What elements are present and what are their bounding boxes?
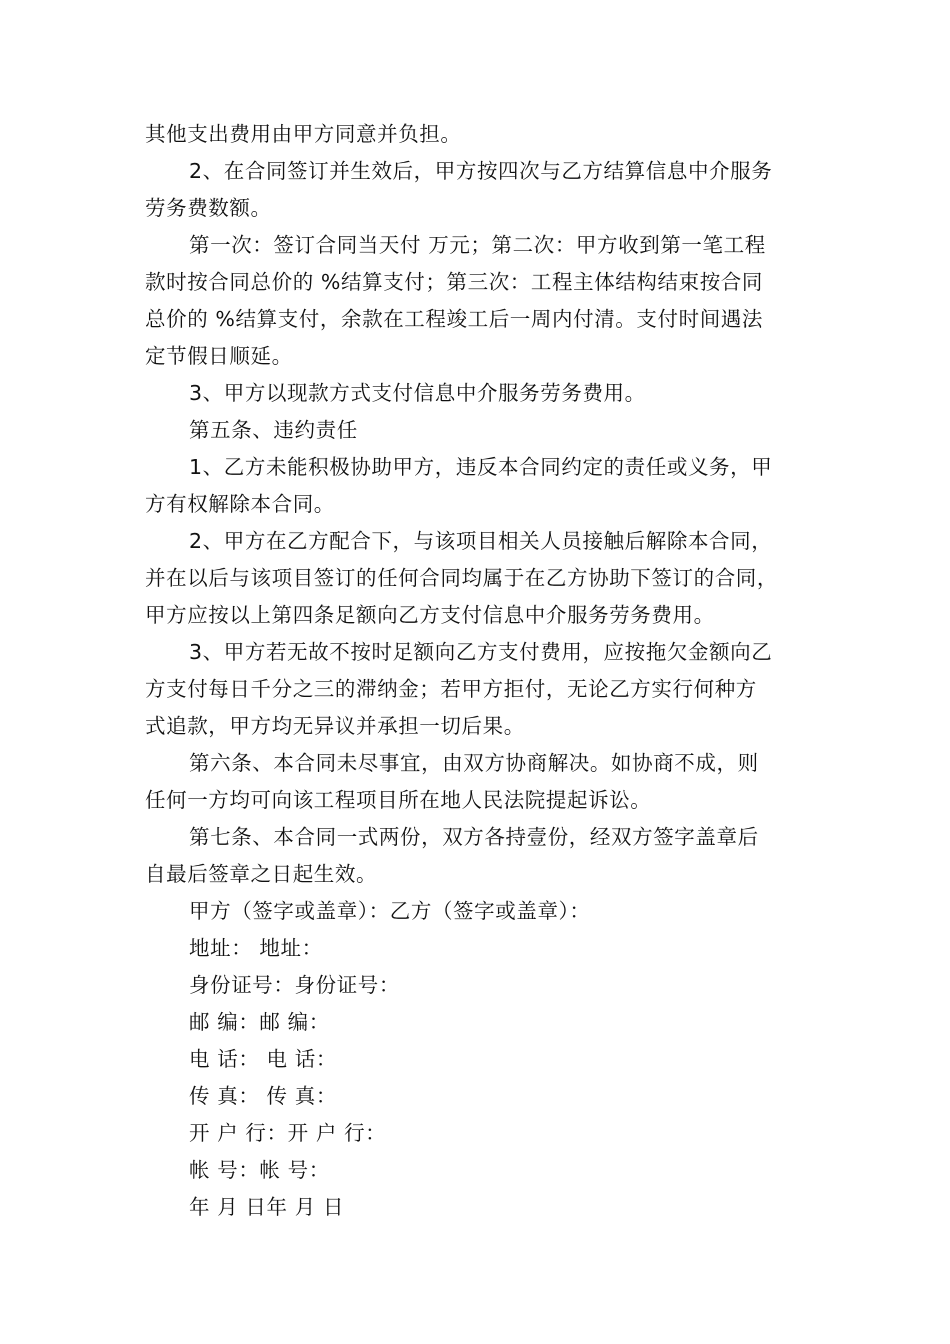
address-field-line: 地址： 地址： xyxy=(189,936,323,960)
phone-field-line: 电 话： 电 话： xyxy=(189,1047,337,1071)
text-line: 方支付每日千分之三的滞纳金；若甲方拒付，无论乙方实行何种方 xyxy=(145,677,757,701)
bank-field-line: 开 户 行：开 户 行： xyxy=(189,1121,387,1145)
section-heading: 第五条、违约责任 xyxy=(189,418,358,442)
text-line: 第一次：签订合同当天付 万元；第二次：甲方收到第一笔工程 xyxy=(189,233,766,257)
date-field-line: 年 月 日年 月 日 xyxy=(189,1195,345,1219)
text-line: 并在以后与该项目签订的任何合同均属于在乙方协助下签订的合同， xyxy=(145,566,778,590)
account-field-line: 帐 号：帐 号： xyxy=(189,1158,330,1182)
text-line: 3、甲方若无故不按时足额向乙方支付费用，应按拖欠金额向乙 xyxy=(189,640,773,664)
text-line: 甲方应按以上第四条足额向乙方支付信息中介服务劳务费用。 xyxy=(145,603,715,627)
text-line: 3、甲方以现款方式支付信息中介服务劳务费用。 xyxy=(189,381,646,405)
text-line: 其他支出费用由甲方同意并负担。 xyxy=(145,122,462,146)
text-line: 第六条、本合同未尽事宜，由双方协商解决。如协商不成，则 xyxy=(189,751,759,775)
contract-body xyxy=(145,116,815,1226)
signature-party-line: 甲方（签字或盖章）：乙方（签字或盖章）： xyxy=(189,899,591,923)
text-line: 2、在合同签订并生效后，甲方按四次与乙方结算信息中介服务 xyxy=(189,159,773,183)
text-line: 总价的 %结算支付，余款在工程竣工后一周内付清。支付时间遇法 xyxy=(145,307,763,331)
id-number-field-line: 身份证号：身份证号： xyxy=(189,973,400,997)
text-line: 自最后签章之日起生效。 xyxy=(145,862,378,886)
text-line: 定节假日顺延。 xyxy=(145,344,293,368)
text-line: 任何一方均可向该工程项目所在地人民法院提起诉讼。 xyxy=(145,788,652,812)
text-line: 1、乙方未能积极协助甲方，违反本合同约定的责任或义务，甲 xyxy=(189,455,773,479)
text-line: 2、甲方在乙方配合下，与该项目相关人员接触后解除本合同， xyxy=(189,529,773,553)
text-line: 款时按合同总价的 %结算支付；第三次：工程主体结构结束按合同 xyxy=(145,270,763,294)
text-line: 第七条、本合同一式两份，双方各持壹份，经双方签字盖章后 xyxy=(189,825,759,849)
text-line: 劳务费数额。 xyxy=(145,196,272,220)
postcode-field-line: 邮 编：邮 编： xyxy=(189,1010,330,1034)
text-line: 方有权解除本合同。 xyxy=(145,492,335,516)
text-line: 式追款，甲方均无异议并承担一切后果。 xyxy=(145,714,525,738)
fax-field-line: 传 真： 传 真： xyxy=(189,1084,337,1108)
